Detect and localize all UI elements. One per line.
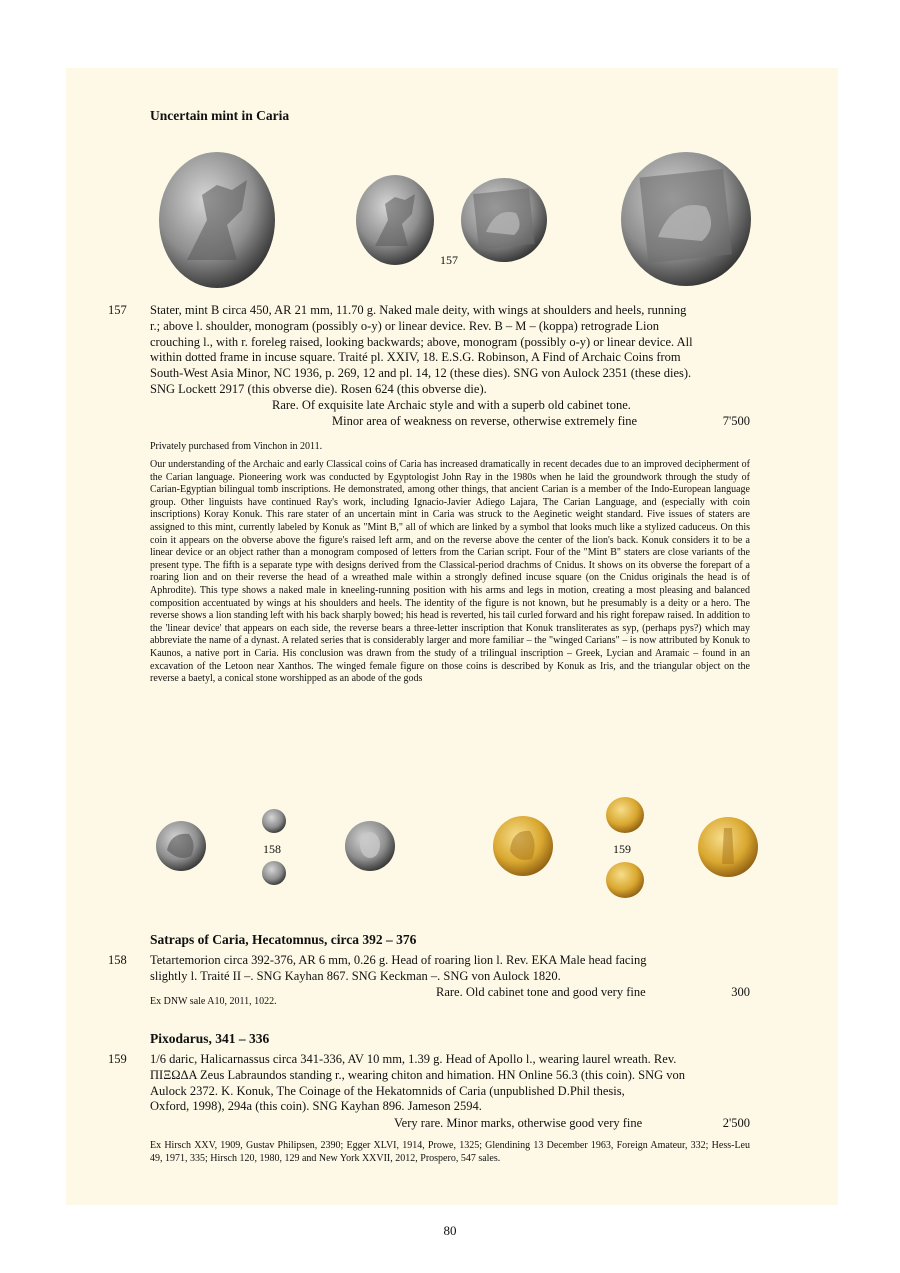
photo-label-159: 159: [613, 842, 631, 856]
page-number: 80: [443, 1223, 457, 1238]
lot-158-provenance: Ex DNW sale A10, 2011, 1022.: [150, 996, 277, 1007]
lot-157-line: Stater, mint B circa 450, AR 21 mm, 11.70 g. Naked male deity, with wings at shoulders and heels, running: [150, 303, 687, 317]
lot-157-provenance: Privately purchased from Vinchon in 2011.: [150, 441, 323, 452]
lot-157-grade: Minor area of weakness on reverse, otherwise extremely fine: [332, 414, 638, 428]
photo-label-158: 158: [263, 842, 281, 856]
lot-159-price: 2'500: [722, 1116, 750, 1130]
lot-number-157: 157: [108, 303, 127, 317]
lot-number-159: 159: [108, 1052, 127, 1066]
coin-159-reverse: [605, 861, 645, 899]
lot-157-note: Our understanding of the Archaic and early Classical coins of Caria has increased dramatically in recent decades due to an improved decipherment of the Carian language. Pioneering work was conducted by Egyptologist John Ray in the 1980s when he laid the groundwork through the study of Carian-Egyptian bilingual tomb inscriptions. He demonstrated, among other things, that ancient Carian is a member of the Indo-European language group. Other linguists have continued Ray's work, including Ignacio-Javier Adiego Lajara, The Carian Language, and (especially with coin inscriptions) Koray Konuk. This rare stater of an uncertain mint in Caria was struck to the Aeginetic weight standard. Five issues of staters are assigned to this mint, currently labeled by Konuk as "Mint B," all of which are linked by a symbol that looks much like a stylized caduceus. On this coin it appears on the obverse above the figure's raised left arm, and on the reverse above the center of the lion's back. Konuk considers it to be a linear device or an object rather than a monogram composed of letters from the Carian script. Four of the "Mint B" staters are close variants of the present type. The fifth is a separate type with designs derived from the Classical-period drachms of Cnidus. It shows on its obverse the forepart of a roaring lion and on their reverse the head of a wreathed male within a strongly defined incuse square (on the Cnidus originals the head is of Aphrodite). This type shows a naked male in kneeling-running position with his arms and legs in motion, creating a most pleasing and balanced composition accentuated by wings at his shoulders and heels. The identity of the figure is not known, but he presumably is a deity or a hero. The reverse shows a lion standing left with his back sharply bowed; his head is reverted, his tail curled forward and his right forepaw raised. In addition to the 'linear device' that appears on each side, the reverse bears a three-letter inscription that Konuk transliterates as syp, (perhaps pys?) which may abbreviate the name of a dynast. A related series that is considerably larger and more familiar – the "winged Carians" – is now attributed by Konuk to Kaunos, a native port in Caria. His conclusion was drawn from the study of a trilingual inscription – Greek, Lycian and Aramaic – found in an excavation of the Letoon near Xanthos. The winged female figure on those coins is described by Konuk as Iris, and the triangular object on the reverse a baetyl, a conical stone worshipped as an abode of the gods: [150, 459, 750, 685]
lot-157-line: crouching l., with r. foreleg raised, looking backwards; above, monogram (possibly o-y) or linear device. All: [150, 334, 693, 349]
coin-157-obverse: [355, 174, 435, 266]
coin-158-obverse-large: [155, 820, 207, 872]
lot-157-description: [150, 303, 750, 398]
lot-157-line: SNG Lockett 2917 (this obverse die). Rosen 624 (this obverse die).: [150, 381, 487, 396]
coin-157-reverse: [460, 177, 548, 263]
coin-159-obverse-large: [492, 815, 554, 877]
photo-label-157: 157: [440, 253, 458, 267]
coin-158-reverse-large: [344, 820, 396, 872]
lot-158-line: Tetartemorion circa 392-376, AR 6 mm, 0.26 g. Head of roaring lion l. Rev. EKA Male head facing: [150, 953, 647, 967]
lot-157-price: 7'500: [722, 414, 750, 428]
lot-158-line: slightly l. Traité II –. SNG Kayhan 867. SNG Keckman –. SNG von Aulock 1820.: [150, 968, 561, 983]
lot-157-rarity: Rare. Of exquisite late Archaic style and with a superb old cabinet tone.: [272, 398, 631, 412]
coin-157-obverse-large: [157, 150, 277, 290]
lot-157-line: South-West Asia Minor, NC 1936, p. 269, 12 and pl. 14, 12 (these dies). SNG von Aulock 2351 (these dies).: [150, 366, 692, 381]
coin-158-obverse: [261, 808, 287, 834]
lot-159-description: [150, 1052, 750, 1115]
lot-158-grade: Rare. Old cabinet tone and good very fine: [436, 985, 646, 999]
lot-158-description: [150, 953, 750, 985]
section-heading-pixodarus: Pixodarus, 341 – 336: [150, 1031, 270, 1046]
coin-158-reverse: [261, 860, 287, 886]
coin-159-reverse-large: [697, 816, 759, 878]
lot-157-line: within dotted frame in incuse square. Traité pl. XXIV, 18. E.S.G. Robinson, A Find of Archaic Coins from: [150, 350, 681, 365]
section-heading-hecatomnus: Satraps of Caria, Hecatomnus, circa 392 – 376: [150, 932, 417, 947]
lot-159-line: Aulock 2372. K. Konuk, The Coinage of the Hekatomnids of Caria (unpublished D.Phil thesis,: [150, 1083, 625, 1098]
lot-159-line: ΠΙΞΩΔΑ Zeus Labraundos standing r., wearing chiton and himation. HN Online 56.3 (this coin). SNG von: [150, 1067, 686, 1082]
section-heading-caria: Uncertain mint in Caria: [150, 108, 290, 123]
lot-159-line: Oxford, 1998), 294a (this coin). SNG Kayhan 896. Jameson 2594.: [150, 1099, 482, 1114]
lot-158-price: 300: [731, 985, 750, 999]
lot-number-158: 158: [108, 953, 127, 967]
lot-159-provenance: Ex Hirsch XXV, 1909, Gustav Philipsen, 2390; Egger XLVI, 1914, Prowe, 1325; Glendining 13 December 1963, Foreign Amateur, 332; Hess-Leu 49, 1971, 335; Hirsch 120, 1980, 129 and New York XXVII, 2012, Prospero, 547 sales.: [150, 1140, 750, 1164]
coin-159-obverse: [605, 796, 645, 834]
lot-157-line: r.; above l. shoulder, monogram (possibly o-y) or linear device. Rev. B – M – (koppa) retrograde Lion: [150, 318, 659, 333]
coin-157-reverse-large: [620, 151, 752, 287]
lot-159-line: 1/6 daric, Halicarnassus circa 341-336, AV 10 mm, 1.39 g. Head of Apollo l., wearing laurel wreath. Rev.: [150, 1052, 677, 1066]
lot-159-grade: Very rare. Minor marks, otherwise good very fine: [394, 1116, 643, 1130]
